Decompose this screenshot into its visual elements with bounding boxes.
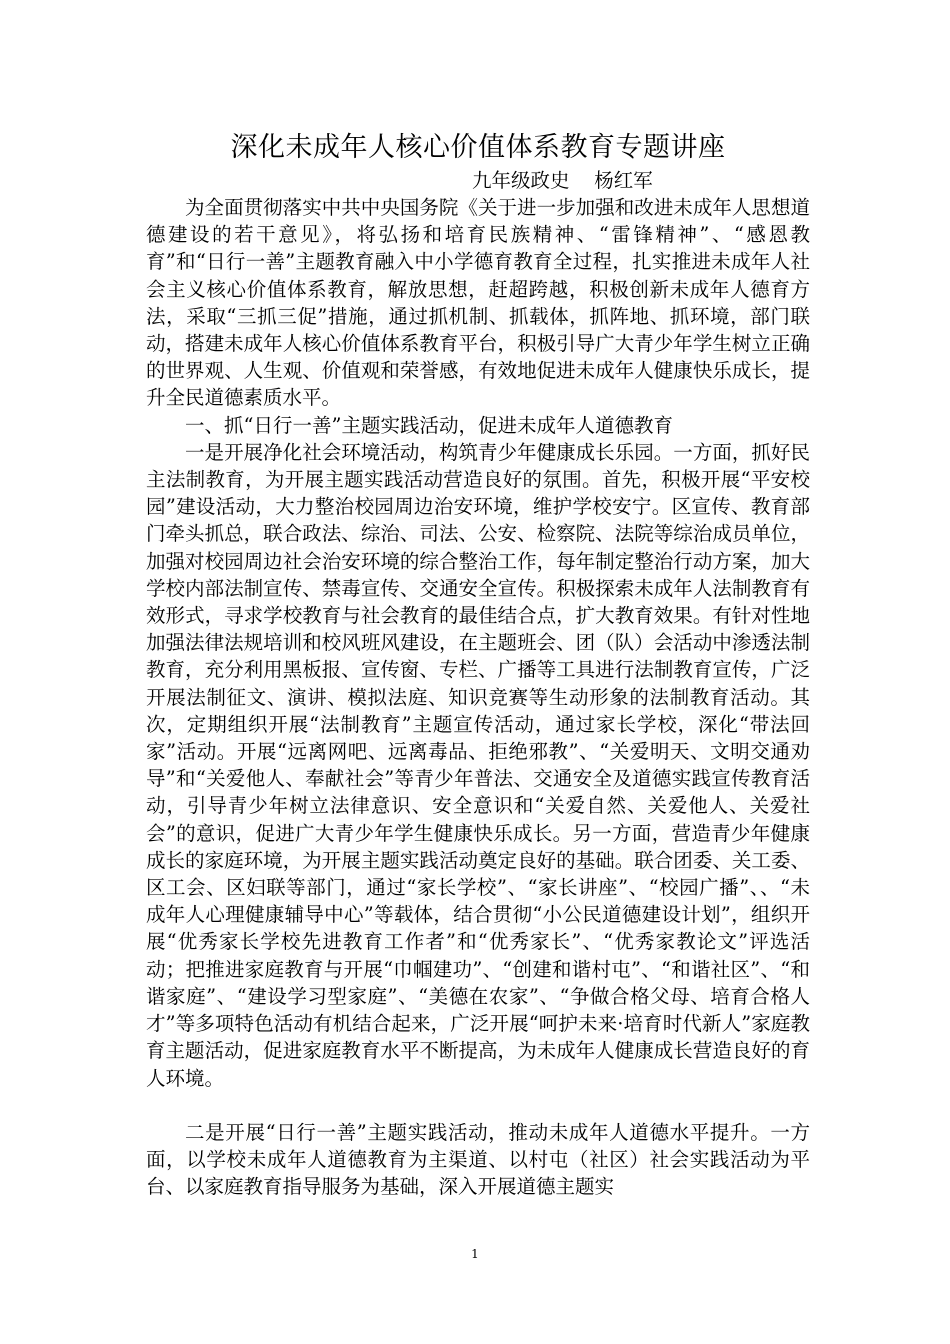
document-title: 深化未成年人核心价值体系教育专题讲座 <box>230 132 726 163</box>
document-page <box>146 128 810 1200</box>
body-paragraph-1: 一是开展净化社会环境活动，构筑青少年健康成长乐园。一方面，抓好民主法制教育，为开展主题实践活动营造良好的氛围。首先，积极开展“平安校园”建设活动，大力整治校园周边治安环境，维护学校安宁。区宣传、教育部门牵头抓总，联合政法、综治、司法、公安、检察院、法院等综治成员单位，加强对校园周边社会治安环境的综合整治工作，每年制定整治行动方案，加大学校内部法制宣传、禁毒宣传、交通安全宣传。积极探索未成年人法制教育有效形式，寻求学校教育与社会教育的最佳结合点，扩大教育效果。有针对性地加强法律法规培训和校风班风建设，在主题班会、团（队）会活动中渗透法制教育，充分利用黑板报、宣传窗、专栏、广播等工具进行法制教育宣传，广泛开展法制征文、演讲、模拟法庭、知识竞赛等生动形象的法制教育活动。其次，定期组织开展“法制教育”主题宣传活动，通过家长学校，深化“带法回家”活动。开展“远离网吧、远离毒品、拒绝邪教”、“关爱明天、文明交通劝导”和“关爱他人、奉献社会”等青少年普法、交通安全及道德实践宣传教育活动，引导青少年树立法律意识、安全意识和“关爱自然、关爱他人、关爱社会”的意识，促进广大青少年学生健康快乐成长。另一方面，营造青少年健康成长的家庭环境，为开展主题实践活动奠定良好的基础。联合团委、关工委、区工会、区妇联等部门，通过“家长学校”、“家长讲座”、“校园广播”、、“未成年人心理健康辅导中心”等载体，结合贯彻“小公民道德建设计划”，组织开展“优秀家长学校先进教育工作者”和“优秀家长”、“优秀家教论文”评选活动；把推进家庭教育与开展“巾帼建功”、“创建和谐村屯”、“和谐社区”、“和谐家庭”、“建设学习型家庭”、“美德在农家”、“争做合格父母、培育合格人才”等多项特色活动有机结合起来，广泛开展“呵护未来·培育时代新人”家庭教育主题活动，促进家庭教育水平不断提高，为未成年人健康成长营造良好的育人环境。 <box>146 440 810 1090</box>
section-heading: 一、抓“日行一善”主题实践活动，促进未成年人道德教育 <box>185 413 673 437</box>
body-paragraph-2: 二是开展“日行一善”主题实践活动，推动未成年人道德水平提升。一方面，以学校未成年人道德教育为主渠道、以村屯（社区）社会实践活动为平台、以家庭教育指导服务为基础，深入开展道德主题实 <box>146 1120 810 1199</box>
blank-line <box>146 1092 810 1119</box>
intro-paragraph: 为全面贯彻落实中共中央国务院《关于进一步加强和改进未成年人思想道德建设的若干意见》，将弘扬和培育民族精神、“雷锋精神”、“感恩教育”和“日行一善”主题教育融入中小学德育教育全过程，扎实推进未成年人社会主义核心价值体系教育，解放思想，赶超跨越，积极创新未成年人德育方法，采取“三抓三促”措施，通过抓机制、抓载体，抓阵地、抓环境，部门联动，搭建未成年人核心价值体系教育平台，积极引导广大青少年学生树立正确的世界观、人生观、价值观和荣誉感，有效地促进未成年人健康快乐成长，提升全民道德素质水平。 <box>146 196 810 410</box>
author-line: 九年级政史 杨红军 <box>472 169 653 192</box>
page-number: 1 <box>471 1247 479 1261</box>
